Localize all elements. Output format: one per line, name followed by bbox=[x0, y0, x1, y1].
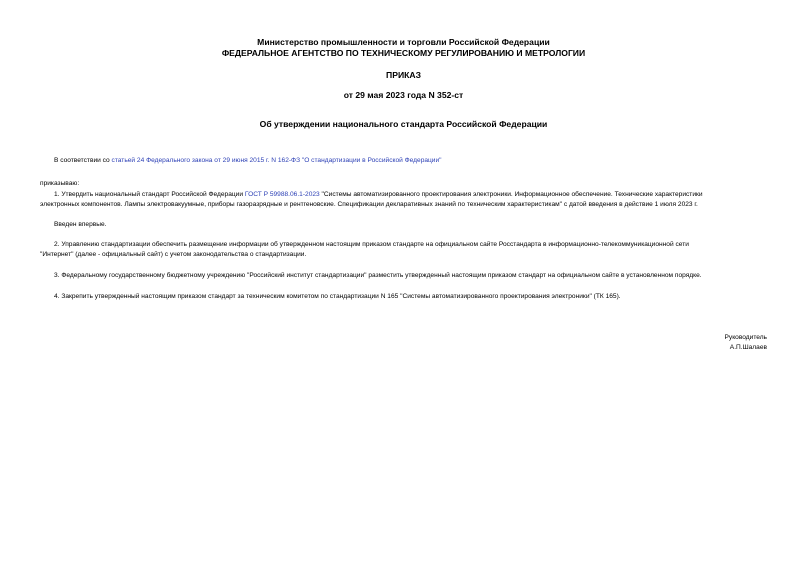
item-1-line-2: электронных компонентов. Лампы электровакуумные, приборы газоразрядные и рентгеновские. Спецификации декларативных знаний по техническим характеристикам" с датой введения в действие 1 июля 2023 г. bbox=[40, 201, 698, 208]
item-1-suffix: "Системы автоматизированного проектирования электроники. Информационное обеспечение. Технические характеристики bbox=[319, 191, 703, 198]
preamble-paragraph bbox=[40, 155, 782, 166]
document-subject: Об утверждении национального стандарта Российской Федерации bbox=[259, 119, 548, 129]
item-1-prefix: 1. Утвердить национальный стандарт Российской Федерации bbox=[54, 191, 245, 198]
agency-name: ФЕДЕРАЛЬНОЕ АГЕНТСТВО ПО ТЕХНИЧЕСКОМУ РЕГУЛИРОВАНИЮ И МЕТРОЛОГИИ bbox=[221, 48, 586, 58]
first-introduced-note: Введен впервые. bbox=[54, 221, 107, 228]
signature-role: Руководитель bbox=[724, 334, 767, 341]
signature-name: А.П.Шалаев bbox=[729, 344, 767, 351]
gost-standard-link[interactable]: ГОСТ Р 59988.06.1-2023 bbox=[244, 191, 320, 198]
preamble-prefix: В соответствии со bbox=[54, 157, 112, 164]
item-2-line-1: 2. Управлению стандартизации обеспечить размещение информации об утвержденном настоящим приказом стандарте на официальном сайте Росстандарта в информационно-телекоммуникационной сети bbox=[54, 241, 689, 248]
item-4-paragraph: 4. Закрепить утвержденный настоящим приказом стандарт за техническим комитетом по стандартизации N 165 "Системы автоматизированного проектирования электроники" (ТК 165). bbox=[54, 293, 621, 300]
document-type: ПРИКАЗ bbox=[386, 70, 421, 80]
item-3-paragraph: 3. Федеральному государственному бюджетному учреждению "Российский институт стандартизации" разместить утвержденный настоящим приказом стандарт на официальном сайте в установленном порядке. bbox=[54, 272, 702, 279]
ministry-name: Министерство промышленности и торговли Российской Федерации bbox=[257, 37, 550, 47]
document-date-number: от 29 мая 2023 года N 352-ст bbox=[343, 90, 464, 100]
item-2-line-2: "Интернет" (далее - официальный сайт) с учетом законодательства о стандартизации. bbox=[40, 251, 307, 258]
order-word: приказываю: bbox=[40, 180, 80, 187]
federal-law-link[interactable]: статьей 24 Федерального закона от 29 июня 2015 г. N 162-ФЗ "О стандартизации в Российской Федерации" bbox=[111, 157, 442, 164]
